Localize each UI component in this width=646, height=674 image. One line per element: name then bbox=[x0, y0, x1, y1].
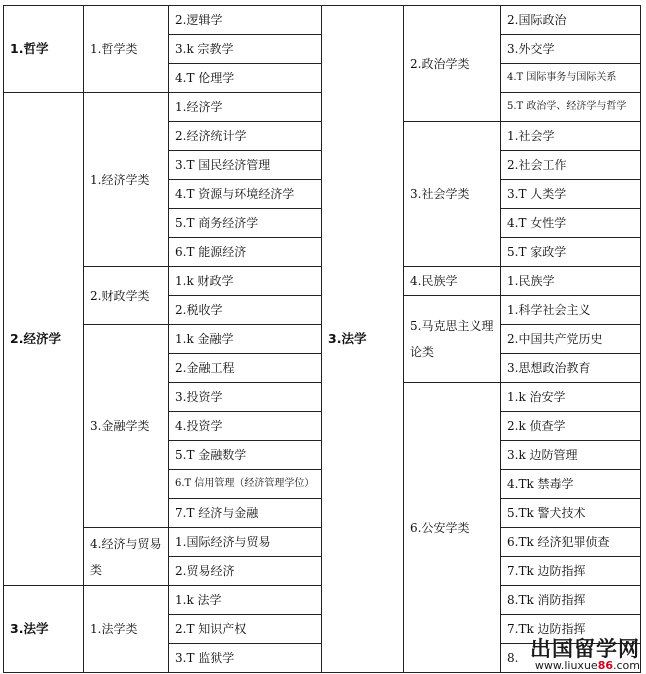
sub-category-cell: 1.经济学类 bbox=[83, 92, 169, 267]
major-cell: 3.T 人类学 bbox=[500, 179, 641, 209]
major-cell: 5.T 商务经济学 bbox=[168, 208, 322, 238]
major-cell: 1.国际经济与贸易 bbox=[168, 527, 322, 557]
major-cell: 2.逻辑学 bbox=[168, 5, 322, 35]
major-cell: 3.k 宗教学 bbox=[168, 34, 322, 64]
major-cell: 4.投资学 bbox=[168, 411, 322, 441]
major-cell: 1.k 治安学 bbox=[500, 382, 641, 412]
sub-category-cell: 5.马克思主义理论类 bbox=[403, 295, 501, 383]
major-cell: 4.T 女性学 bbox=[500, 208, 641, 238]
watermark-logo bbox=[530, 638, 640, 672]
major-cell: 1.民族学 bbox=[500, 266, 641, 296]
major-cell: 6.Tk 经济犯罪侦查 bbox=[500, 527, 641, 557]
watermark-url: www.liuxue86.com bbox=[534, 659, 640, 672]
major-cell: 1.k 金融学 bbox=[168, 324, 322, 354]
major-cell: 8. bbox=[500, 643, 641, 673]
major-cell: 2.中国共产党历史 bbox=[500, 324, 641, 354]
sub-category-cell: 4.经济与贸易类 bbox=[83, 527, 169, 586]
major-cell: 4.T 资源与环境经济学 bbox=[168, 179, 322, 209]
major-cell: 1.k 法学 bbox=[168, 585, 322, 615]
sub-category-cell: 3.社会学类 bbox=[403, 121, 501, 267]
sub-category-cell: 1.哲学类 bbox=[83, 5, 169, 93]
major-cell: 2.T 知识产权 bbox=[168, 614, 322, 644]
major-cell: 5.T 金融数学 bbox=[168, 440, 322, 470]
major-cell: 7.Tk 边防指挥 bbox=[500, 556, 641, 586]
top-category-cell: 3.法学 bbox=[321, 5, 404, 673]
major-cell: 3.k 边防管理 bbox=[500, 440, 641, 470]
major-cell: 1.社会学 bbox=[500, 121, 641, 151]
major-cell: 5.T 家政学 bbox=[500, 237, 641, 267]
top-category-cell: 2.经济学 bbox=[3, 92, 84, 586]
major-cell: 7.T 经济与金融 bbox=[168, 498, 322, 528]
major-cell: 3.T 国民经济管理 bbox=[168, 150, 322, 180]
major-cell: 3.T 监狱学 bbox=[168, 643, 322, 673]
major-cell: 3.思想政治教育 bbox=[500, 353, 641, 383]
sub-category-cell: 2.财政学类 bbox=[83, 266, 169, 325]
major-cell: 1.科学社会主义 bbox=[500, 295, 641, 325]
major-cell: 1.k 财政学 bbox=[168, 266, 322, 296]
sub-category-cell: 2.政治学类 bbox=[403, 5, 501, 122]
major-cell: 5.T 政治学、经济学与哲学 bbox=[500, 92, 641, 122]
major-cell: 5.Tk 警犬技术 bbox=[500, 498, 641, 528]
major-cell: 4.T 国际事务与国际关系 bbox=[500, 63, 641, 93]
major-cell: 6.T 能源经济 bbox=[168, 237, 322, 267]
top-category-cell: 1.哲学 bbox=[3, 5, 84, 93]
major-cell: 2.金融工程 bbox=[168, 353, 322, 383]
major-cell: 7.Tk 边防指挥 bbox=[500, 614, 641, 644]
major-cell: 2.k 侦查学 bbox=[500, 411, 641, 441]
major-cell: 2.税收学 bbox=[168, 295, 322, 325]
major-cell: 8.Tk 消防指挥 bbox=[500, 585, 641, 615]
sub-category-cell: 6.公安学类 bbox=[403, 382, 501, 673]
major-cell: 6.T 信用管理（经济管理学位） bbox=[168, 469, 322, 499]
major-cell: 2.国际政治 bbox=[500, 5, 641, 35]
major-cell: 2.经济统计学 bbox=[168, 121, 322, 151]
top-category-cell: 3.法学 bbox=[3, 585, 84, 673]
sub-category-cell: 3.金融学类 bbox=[83, 324, 169, 528]
major-cell: 1.经济学 bbox=[168, 92, 322, 122]
major-cell: 4.T 伦理学 bbox=[168, 63, 322, 93]
major-cell: 3.外交学 bbox=[500, 34, 641, 64]
major-cell: 2.社会工作 bbox=[500, 150, 641, 180]
major-cell: 4.Tk 禁毒学 bbox=[500, 469, 641, 499]
sub-category-cell: 4.民族学 bbox=[403, 266, 501, 296]
major-cell: 2.贸易经济 bbox=[168, 556, 322, 586]
watermark-title: 出国留学网 bbox=[530, 637, 640, 661]
sub-category-cell: 1.法学类 bbox=[83, 585, 169, 673]
major-cell: 3.投资学 bbox=[168, 382, 322, 412]
